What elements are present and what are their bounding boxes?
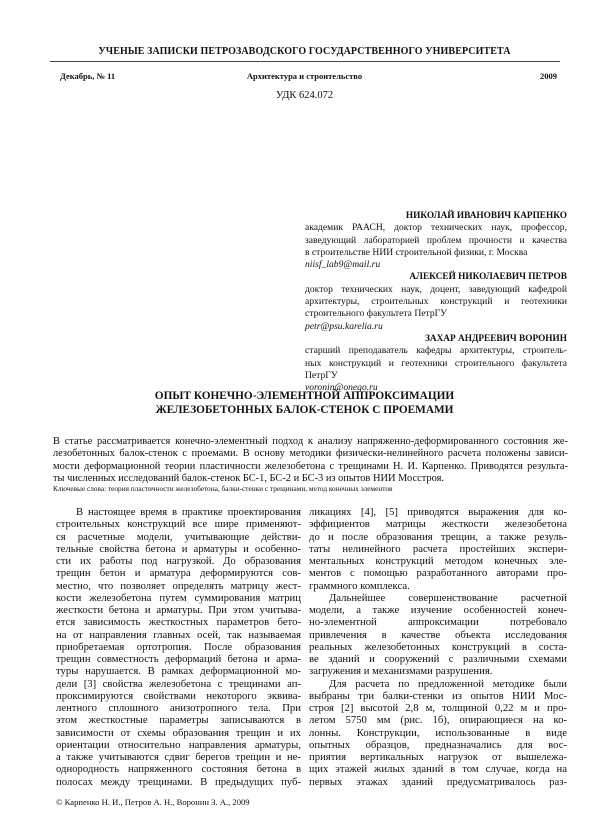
body-line: ся расчетные модели, учитывающие действи- — [56, 530, 301, 543]
body-line: тельные свойства бетона и арматуры и особенно- — [56, 542, 301, 555]
body-line: В настоящее время в практике проектирования — [76, 506, 301, 518]
body-line: таты нелинейного расчета простейших экспери- — [309, 542, 567, 555]
body-line: сти их работы под нагрузкой. До образования — [56, 555, 301, 567]
header-rule — [50, 61, 560, 62]
author-name: АЛЕКСЕЙ НИКОЛАЕВИЧ ПЕТРОВ — [409, 272, 567, 283]
body-line: а также учитываются сдвиг берегов трещин и не- — [56, 751, 301, 763]
body-line: щих этажей жилых зданий в том случае, когда на — [309, 763, 567, 776]
author-email: voronin@onego.ru — [305, 382, 378, 394]
author-name: НИКОЛАЙ ИВАНОВИЧ КАРПЕНКО — [405, 211, 567, 221]
copyright: © Карпенко Н. И., Петров А. Н., Воронин З. А., 2009 — [56, 797, 250, 807]
body-line: выбраны три балки-стенки из опытов НИИ Мос- — [309, 689, 567, 702]
body-line: лентного сплошного анизотропного тела. При — [56, 702, 301, 714]
body-line: жесткости бетона и арматуры. При этом учитыва- — [56, 604, 301, 616]
right-column — [309, 506, 567, 788]
body-line: ментальных конструкций методом конечных эле- — [309, 555, 567, 567]
body-line: модели, а также изучение особенностей конеч- — [309, 604, 567, 616]
body-line: трещин бетон и арматура деформируются сов- — [56, 567, 301, 580]
issue-label: Декабрь, № 11 — [60, 71, 116, 81]
left-column — [56, 506, 301, 788]
body-line: ориентации относительно направления арматуры, — [56, 738, 301, 751]
abstract-line: мости деформационной теории пластичности железобетона с трещинами Н. И. Карпенко. Приводятся результа- — [53, 460, 568, 472]
abstract-line: лезобетонных балок-стенок с проемами. В основу методики физически-нелинейного расчета положены зависи- — [53, 448, 568, 460]
abstract — [53, 436, 568, 486]
author-affiliation-line: старший преподаватель кафедры архитектуры, строитель- — [305, 345, 567, 357]
year-label: 2009 — [540, 71, 557, 81]
title-line: ЖЕЛЕЗОБЕТОННЫХ БАЛОК-СТЕНОК С ПРОЕМАМИ — [155, 404, 454, 416]
body-line: на от направления главных осей, так называемая — [56, 628, 301, 641]
article-title — [0, 389, 609, 417]
body-line: приятия вертикальных нагрузок от вышележа- — [309, 751, 567, 763]
author-affiliation-line: ПетрГУ — [305, 369, 338, 381]
body-line: местно, что позволяет определять матрицу жест- — [56, 579, 301, 592]
body-line: первых этажах зданий предусматривалось раз- — [309, 775, 567, 788]
abstract-line: ты численных исследований балок-стенок БС-1, БС-2 и БС-3 из опытов НИИ Мосстроя. — [53, 473, 444, 485]
author-email: petr@psu.karelia.ru — [305, 320, 383, 332]
author-name: ЗАХАР АНДРЕЕВИЧ ВОРОНИН — [424, 333, 567, 344]
author-email: niisf_lab9@mail.ru — [305, 259, 381, 271]
body-line: дели [3] свойства железобетона с трещинами ап- — [56, 677, 301, 690]
author-affiliation-line: академик РААСН, доктор технических наук, профессор, — [305, 222, 567, 234]
author-affiliation-line: заведующий лабораторией проблем прочности и качества — [305, 234, 567, 246]
body-line: этом жесткостные параметры записываются в — [56, 714, 301, 727]
body-line: до и после образования трещин, а также резуль- — [309, 530, 567, 543]
authors-block — [305, 210, 567, 394]
body-line: Дальнейшее совершенствование расчетной — [329, 591, 567, 604]
author-affiliation-line: в строительстве НИИ строительной физики, г. Москва — [305, 246, 528, 258]
body-line: полосах между трещинами. В предыдущих пуб- — [56, 775, 301, 788]
body-line: лонны. Конструкции, использованные в виде — [309, 726, 567, 739]
body-line: ве зданий и сооружений с различными схемами — [309, 653, 567, 665]
body-line: туры нарушается. В рамках деформационной мо- — [56, 665, 301, 678]
body-line: граммного комплекса. — [309, 579, 410, 592]
body-line: трещин совместность деформаций бетона и арма- — [56, 653, 301, 665]
body-line: загружения и механизмами разрушения. — [309, 665, 493, 678]
body-line: ментов с помощью разработанного авторами про- — [309, 567, 567, 580]
keywords: Ключевые слова: теория пластичности железобетона, балки-стенки с трещинами, метод конечных элементов — [53, 484, 393, 493]
body-line: но-элементной аппроксимации потребовало — [309, 616, 567, 629]
body-line: Для расчета по предложенной методике были — [329, 677, 567, 690]
author-affiliation-line: архитектуры, строительных конструкций и геотехники — [305, 296, 567, 308]
abstract-line: В статье рассматривается конечно-элементный подход к анализу напряженно-деформированного состояния же- — [53, 436, 568, 447]
body-line: реальных железобетонных конструкций в соста- — [309, 640, 567, 653]
body-line: ется зависимость жесткостных параметров бето- — [56, 616, 301, 629]
body-line: кости железобетона путем суммирования матриц — [56, 591, 301, 604]
body-line: проксимируются свойствами некоторого эквива- — [56, 689, 301, 702]
author-affiliation-line: ных конструкций и геотехники строительного факультета — [305, 357, 567, 369]
section-label: Архитектура и строительство — [246, 71, 363, 81]
body-line: эффициентов матрицы жесткости железобетона — [309, 518, 567, 531]
body-line: строительных конструкций все шире применяют- — [56, 518, 301, 531]
body-line: приобретаемая ортотропия. После образования — [56, 640, 301, 653]
body-line: привлечения в качестве объекта исследования — [309, 628, 567, 641]
title-line: ОПЫТ КОНЕЧНО-ЭЛЕМЕНТНОЙ АППРОКСИМАЦИИ — [154, 390, 455, 402]
body-line: ликациях [4], [5] приводятся выражения для ко- — [309, 506, 567, 518]
body-line: строя [2] высотой 2,8 м, толщиной 0,22 м и про- — [309, 702, 567, 714]
journal-title: УЧЕНЫЕ ЗАПИСКИ ПЕТРОЗАВОДСКОГО ГОСУДАРСТВЕННОГО УНИВЕРСИТЕТА — [98, 46, 511, 57]
author-affiliation-line: доктор технических наук, доцент, заведующий кафедрой — [305, 283, 567, 295]
body-line: однородность напряженного состояния бетона в — [56, 763, 301, 776]
body-line: зависимости от схемы образования трещин и их — [56, 726, 301, 739]
udk-code: УДК 624.072 — [275, 90, 334, 101]
body-line: опытных образцов, предназначались для вос- — [309, 738, 567, 751]
author-affiliation-line: строительного факультета ПетрГУ — [305, 308, 447, 320]
body-line: летом 5750 мм (рис. 1б), опирающиеся на ко- — [309, 714, 567, 727]
